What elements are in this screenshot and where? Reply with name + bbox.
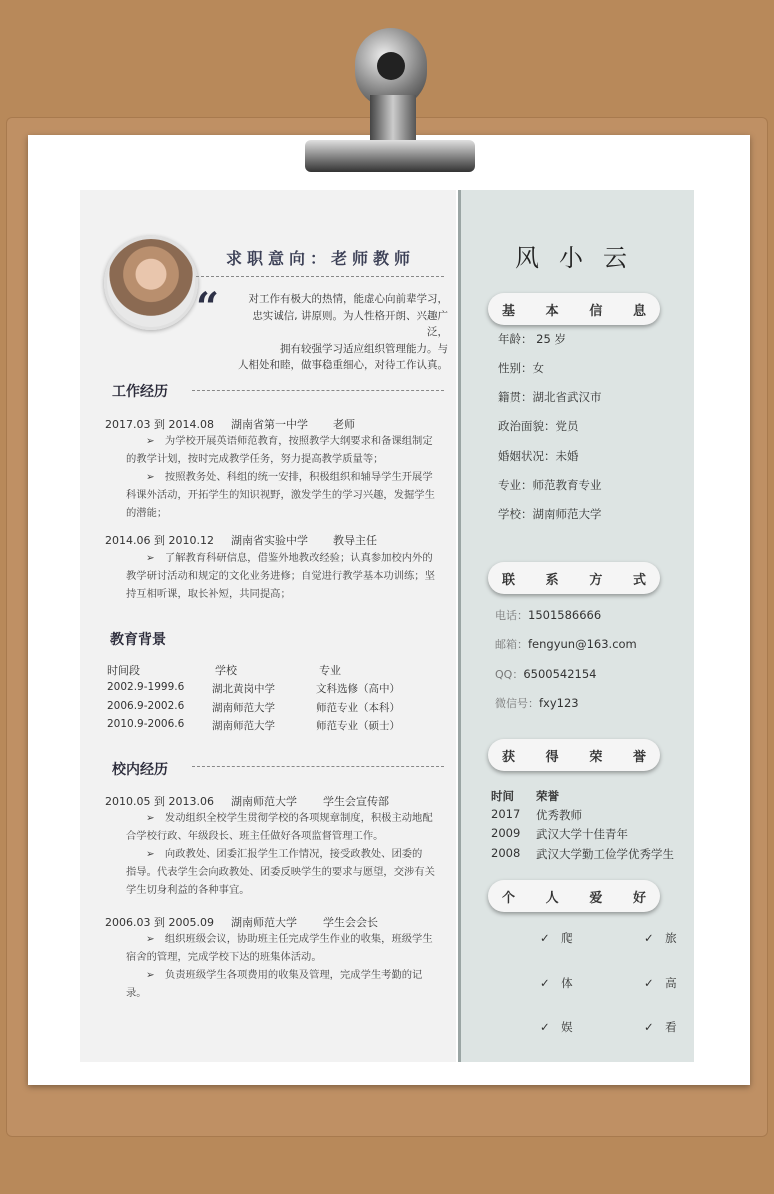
para-line: ➢ 了解教育科研信息，借鉴外地教改经验；认真参加校内外的 — [146, 552, 433, 564]
contact-wechat — [495, 695, 579, 711]
entry-period: 2006.03 到 2005.09 — [105, 916, 214, 929]
work-entry-body — [126, 549, 446, 603]
contact-label: 邮箱： — [495, 638, 528, 651]
para-line: 录。 — [126, 987, 147, 999]
para-line: ➢ 向政教处、团委汇报学生工作情况，接受政教处、团委的 — [146, 848, 423, 860]
cell: 湖北黄岗中学 — [212, 683, 275, 695]
section-title-campus: 校内经历 — [112, 762, 168, 778]
cell: 师范专业（本科） — [316, 702, 400, 714]
entry-period: 2010.05 到 2013.06 — [105, 795, 214, 808]
hobby-item: ✓ 娱 — [540, 1020, 573, 1034]
intro-line: 忠实诚信, 讲原则。为人性格开朗、兴趣广泛， — [252, 309, 448, 338]
info-school: 学校：湖南师范大学 — [498, 507, 602, 521]
hobby-item: ✓ 体 — [540, 976, 573, 990]
cell: 湖南师范大学 — [212, 720, 275, 732]
honor-year: 2017 — [491, 807, 521, 821]
col-header: 学校 — [215, 664, 237, 677]
para-line: 的潜能； — [126, 507, 168, 519]
divider — [192, 390, 444, 391]
contact-label: 电话： — [495, 609, 528, 622]
work-entry-body — [126, 432, 446, 522]
heading-char: 好 — [632, 890, 646, 906]
info-age: 年龄： 25 岁 — [498, 332, 566, 346]
hobby-item: ✓ 看 — [644, 1020, 677, 1034]
entry-role: 老师 — [333, 418, 355, 431]
entry-role: 学生会宣传部 — [323, 795, 389, 808]
intro-line: 对工作有极大的热情，能虚心向前辈学习， — [248, 293, 448, 305]
entry-org: 湖南师范大学 — [231, 795, 297, 808]
entry-role: 教导主任 — [333, 534, 377, 547]
table-row — [107, 718, 437, 734]
info-hometown: 籍贯：湖北省武汉市 — [498, 390, 602, 404]
para-line: ➢ 为学校开展英语师范教育，按照教学大纲要求和备课组制定 — [146, 435, 433, 447]
cell: 湖南师范大学 — [212, 702, 275, 714]
heading-char: 联 — [502, 572, 516, 588]
cell: 2006.9-2002.6 — [107, 700, 185, 712]
campus-entry-head — [105, 793, 445, 809]
para-line: 教学研讨活动和规定的文化业务进修；自觉进行教学基本功训练；坚 — [126, 570, 435, 582]
campus-entry-body — [126, 809, 446, 899]
heading-char: 信 — [589, 303, 603, 319]
para-line: 学生切身利益的各种事宜。 — [126, 884, 250, 896]
honor-name: 优秀教师 — [536, 808, 582, 822]
entry-org: 湖南师范大学 — [231, 916, 297, 929]
table-row — [107, 700, 437, 716]
contact-value: fengyun@163.com — [528, 637, 637, 651]
entry-org: 湖南省实验中学 — [231, 534, 308, 547]
para-line: ➢ 发动组织全校学生贯彻学校的各项规章制度，积极主动地配 — [146, 812, 433, 824]
campus-entry-body — [126, 930, 446, 1002]
education-header — [107, 662, 437, 678]
heading-char: 人 — [545, 890, 559, 906]
honor-col-header: 荣誉 — [536, 789, 559, 803]
section-title-work: 工作经历 — [112, 384, 168, 400]
quote-icon: “ — [196, 284, 220, 331]
hobby-heading — [488, 880, 660, 912]
entry-role: 学生会会长 — [323, 916, 378, 929]
heading-char: 系 — [545, 572, 559, 588]
info-gender: 性别：女 — [498, 361, 544, 375]
para-line: ➢ 负责班级学生各项费用的收集及管理，完成学生考勤的记 — [146, 969, 423, 981]
entry-period: 2017.03 到 2014.08 — [105, 418, 214, 431]
para-line: 宿舍的管理，完成学校下达的班集体活动。 — [126, 951, 322, 963]
section-title-education: 教育背景 — [110, 632, 166, 648]
cell: 师范专业（硕士） — [316, 720, 400, 732]
heading-char: 获 — [502, 749, 516, 765]
para-line: ➢ 组织班级会议，协助班主任完成学生作业的收集，班级学生 — [146, 933, 433, 945]
heading-char: 息 — [632, 303, 646, 319]
contact-phone — [495, 607, 601, 623]
table-row — [107, 681, 437, 697]
clip-bar — [305, 140, 475, 172]
cell: 文科选修（高中） — [316, 683, 400, 695]
work-entry-head — [105, 532, 445, 548]
contact-email — [495, 636, 637, 652]
contact-qq — [495, 666, 597, 682]
para-line: 的教学计划，按时完成教学任务，努力提高教学质量等； — [126, 453, 384, 465]
honor-year: 2009 — [491, 826, 521, 840]
heading-char: 基 — [502, 303, 516, 319]
heading-char: 式 — [632, 572, 646, 588]
campus-entry-head — [105, 914, 445, 930]
job-objective: 求职意向：老师教师 — [226, 249, 416, 268]
heading-char: 誉 — [632, 749, 646, 765]
heading-char: 得 — [545, 749, 559, 765]
para-line: 持互相听课，取长补短，共同提高； — [126, 588, 291, 600]
entry-period: 2014.06 到 2010.12 — [105, 534, 214, 547]
person-name: 风小云 — [515, 244, 647, 272]
para-line: 科课外活动，开拓学生的知识视野，激发学生的学习兴趣，发掘学生 — [126, 489, 435, 501]
avatar — [104, 236, 198, 330]
cell: 2010.9-2006.6 — [107, 718, 185, 730]
entry-org: 湖南省第一中学 — [231, 418, 308, 431]
honor-col-header: 时间 — [491, 789, 514, 803]
contact-value: 1501586666 — [528, 608, 602, 622]
work-entry-head — [105, 416, 445, 432]
cell: 2002.9-1999.6 — [107, 681, 185, 693]
intro-text — [236, 291, 448, 374]
clip-stem — [370, 95, 416, 145]
info-major: 专业：师范教育专业 — [498, 478, 602, 492]
basic-info-heading — [488, 293, 660, 325]
divider — [196, 276, 444, 277]
info-marital: 婚姻状况：未婚 — [498, 449, 579, 463]
contact-heading — [488, 562, 660, 594]
honor-name: 武汉大学勤工俭学优秀学生 — [536, 847, 674, 861]
heading-char: 本 — [545, 303, 559, 319]
info-politics: 政治面貌：党员 — [498, 419, 579, 433]
heading-char: 个 — [502, 890, 516, 906]
heading-char: 爱 — [589, 890, 603, 906]
col-header: 专业 — [319, 664, 341, 677]
divider — [192, 766, 444, 767]
intro-line: 人相处和睦，做事稳重细心，对待工作认真。 — [238, 359, 448, 371]
hobby-item: ✓ 高 — [644, 976, 677, 990]
para-line: 合学校行政、年级段长、班主任做好各项监督管理工作。 — [126, 830, 384, 842]
hobby-item: ✓ 爬 — [540, 931, 573, 945]
para-line: ➢ 按照教务处、科组的统一安排，积极组织和辅导学生开展学 — [146, 471, 433, 483]
heading-char: 方 — [589, 572, 603, 588]
hobby-item: ✓ 旅 — [644, 931, 677, 945]
para-line: 指导。代表学生会向政教处、团委反映学生的要求与愿望，交涉有关 — [126, 866, 435, 878]
contact-label: QQ： — [495, 668, 524, 681]
intro-line: 拥有较强学习适应组织管理能力。与 — [280, 342, 448, 355]
honor-year: 2008 — [491, 846, 521, 860]
col-header: 时间段 — [107, 664, 140, 677]
contact-value: fxy123 — [539, 696, 579, 710]
contact-value: 6500542154 — [523, 667, 597, 681]
honor-heading — [488, 739, 660, 771]
honor-name: 武汉大学十佳青年 — [536, 827, 628, 841]
clip-hole — [377, 52, 405, 80]
heading-char: 荣 — [589, 749, 603, 765]
contact-label: 微信号： — [495, 697, 539, 710]
